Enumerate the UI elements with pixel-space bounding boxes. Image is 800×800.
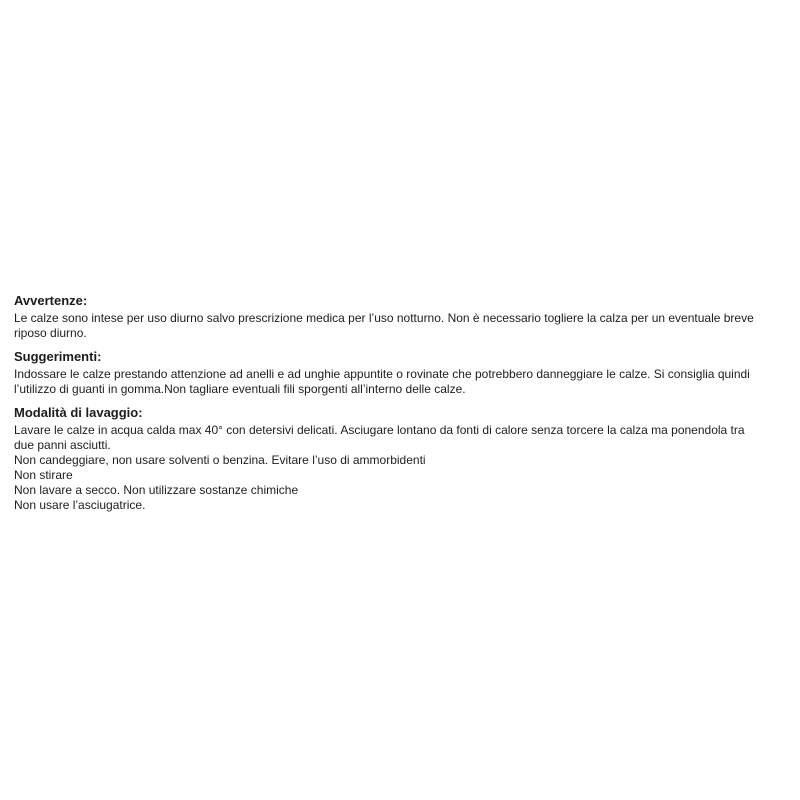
section-heading-suggerimenti: Suggerimenti: (14, 349, 102, 364)
care-instruction-line: Non stirare (14, 468, 73, 482)
care-instruction-line: Non usare l’asciugatrice. (14, 498, 146, 512)
section-modalita-di-lavaggio (14, 405, 800, 513)
care-instruction-line: Non candeggiare, non usare solventi o benzina. Evitare l’uso di ammorbidenti (14, 453, 426, 467)
care-instruction-line: l’utilizzo di guanti in gomma.Non tagliare eventuali fili sporgenti all’interno delle calze. (14, 382, 466, 396)
section-heading-avvertenze: Avvertenze: (14, 293, 88, 308)
section-suggerimenti (14, 349, 800, 397)
care-instruction-line: riposo diurno. (14, 326, 87, 340)
care-instruction-line: Lavare le calze in acqua calda max 40° con detersivi delicati. Asciugare lontano da fonti di calore senza torcere la calza ma ponendola tra (14, 423, 745, 437)
section-avvertenze (14, 293, 800, 341)
care-instruction-line: Le calze sono intese per uso diurno salvo prescrizione medica per l’uso notturno. Non è necessario togliere la calza per un eventuale breve (14, 311, 754, 325)
care-instruction-line: due panni asciutti. (14, 438, 111, 452)
section-heading-modalita-di-lavaggio: Modalità di lavaggio: (14, 405, 143, 420)
care-instruction-line: Indossare le calze prestando attenzione ad anelli e ad unghie appuntite o rovinate che potrebbero danneggiare le calze. Si consiglia quindi (14, 367, 750, 381)
care-instruction-line: Non lavare a secco. Non utilizzare sostanze chimiche (14, 483, 299, 497)
